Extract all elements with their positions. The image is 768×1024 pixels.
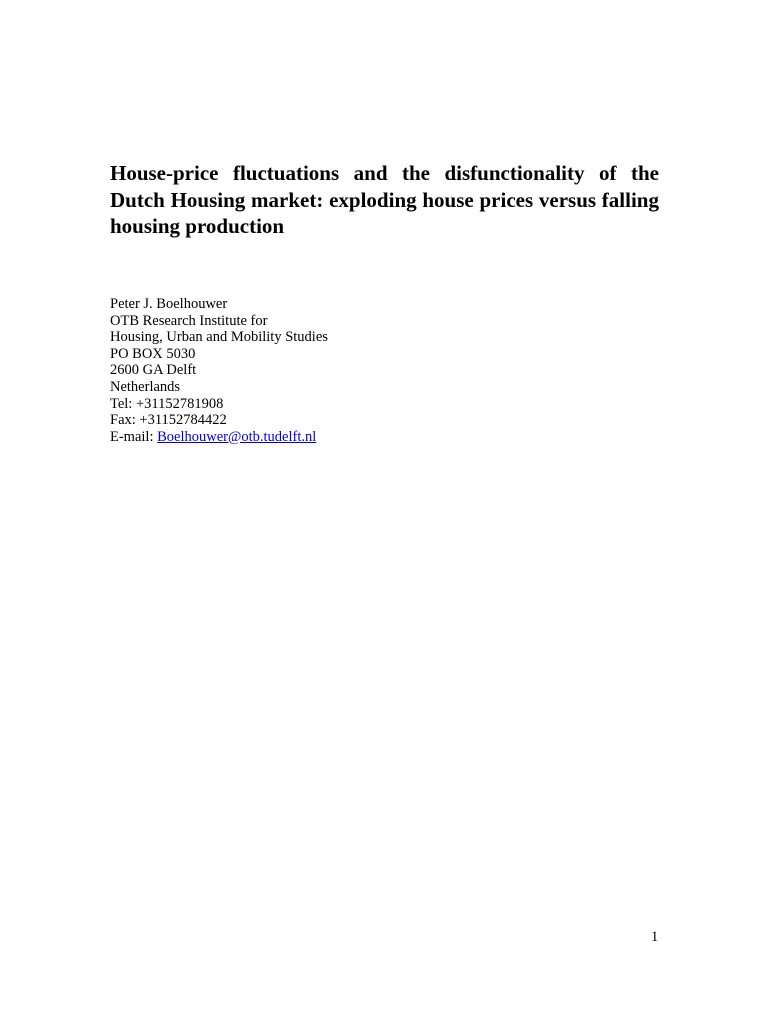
institute-line-2: Housing, Urban and Mobility Studies [110, 329, 328, 346]
fax: Fax: +31152784422 [110, 412, 227, 429]
author-contact-block [110, 296, 630, 445]
po-box: PO BOX 5030 [110, 345, 196, 362]
email-link[interactable]: Boelhouwer@otb.tudelft.nl [157, 428, 317, 445]
author-name: Peter J. Boelhouwer [110, 296, 228, 312]
institute-line-1: OTB Research Institute for [110, 312, 268, 329]
paper-title: House-price fluctuations and the disfunctionality of the Dutch Housing market: exploding house prices versus falling housing production [110, 161, 659, 238]
postal-city: 2600 GA Delft [110, 362, 197, 379]
email-line [110, 429, 630, 446]
email-label: E-mail: [110, 428, 158, 445]
telephone: Tel: +31152781908 [110, 395, 224, 412]
country: Netherlands [110, 378, 181, 395]
page-number: 1 [651, 929, 659, 945]
